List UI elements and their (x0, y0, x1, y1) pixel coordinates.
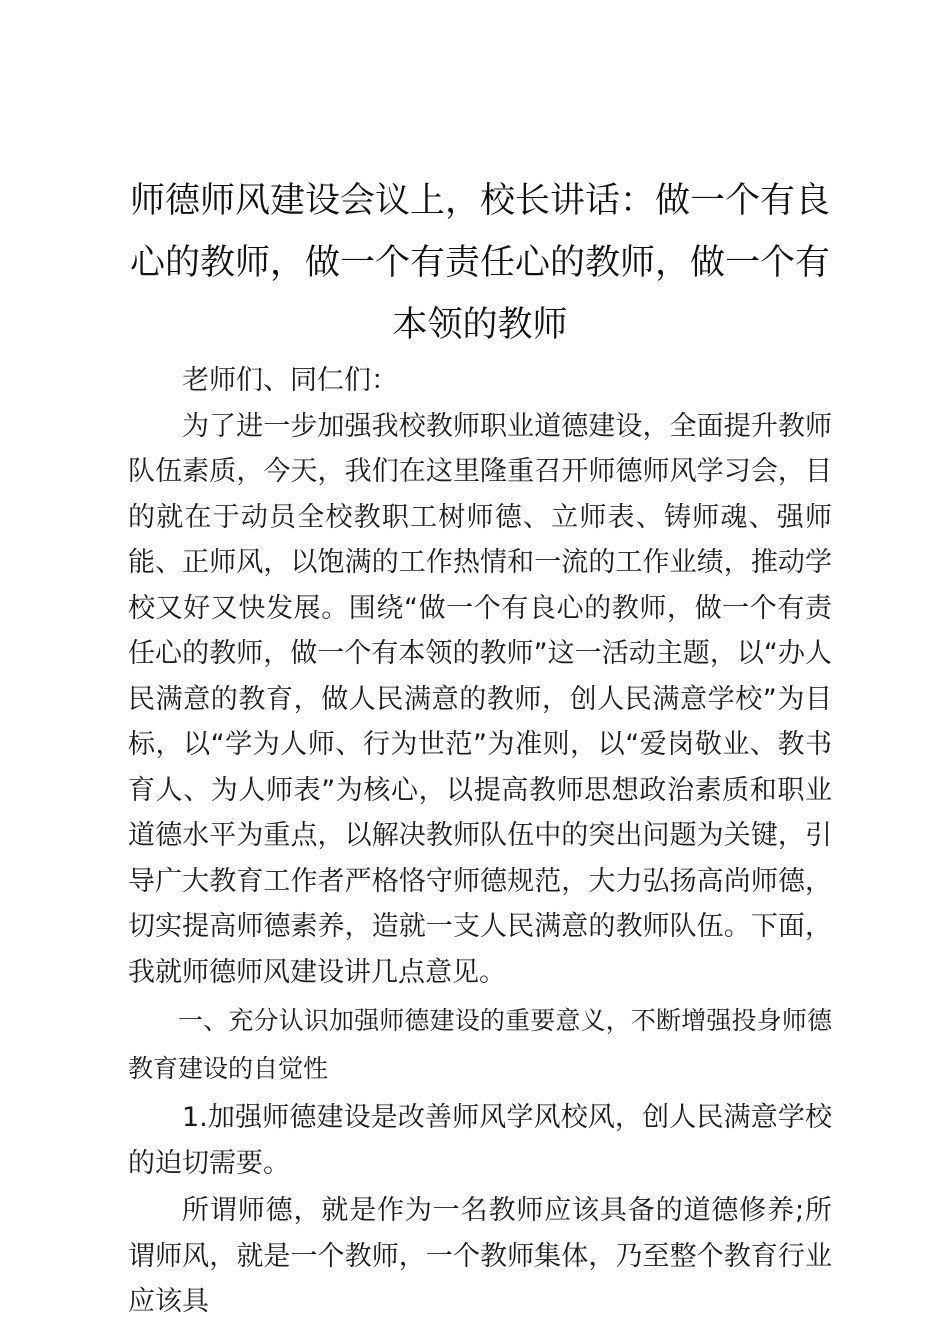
section-heading: 一、充分认识加强师德建设的重要意义，不断增强投身师德教育建设的自觉性 (128, 1006, 832, 1083)
salutation: 老师们、同仁们： (182, 365, 398, 396)
subsection-heading: 1.加强师德建设是改善师风学风校风，创人民满意学校的迫切需要。 (128, 1102, 832, 1179)
body-paragraph-continued: 所谓师德，就是作为一名教师应该具备的道德修养;所谓师风，就是一个教师，一个教师集体，乃至整个教育行业应该具 (128, 1195, 832, 1317)
document-page (128, 170, 832, 1325)
document-body (128, 358, 832, 1325)
body-paragraph: 为了进一步加强我校教师职业道德建设，全面提升教师队伍素质，今天，我们在这里隆重召开师德师风学习会，目的就在于动员全校教职工树师德、立师表、铸师魂、强师能、正师风，以饱满的工作热情和一流的工作业绩，推动学校又好又快发展。围绕“做一个有良心的教师，做一个有责任心的教师，做一个有本领的教师”这一活动主题，以“办人民满意的教育，做人民满意的教师，创人民满意学校”为目标，以“学为人师、行为世范”为准则，以“爱岗敬业、教书育人、为人师表”为核心，以提高教师思想政治素质和职业道德水平为重点，以解决教师队伍中的突出问题为关键，引导广大教育工作者严格恪守师德规范，大力弘扬高尚师德，切实提高师德素养，造就一支人民满意的教师队伍。下面，我就师德师风建设讲几点意见。 (128, 410, 832, 988)
document-title: 师德师风建设会议上，校长讲话：做一个有良心的教师，做一个有责任心的教师，做一个有本领的教师 (129, 181, 830, 345)
